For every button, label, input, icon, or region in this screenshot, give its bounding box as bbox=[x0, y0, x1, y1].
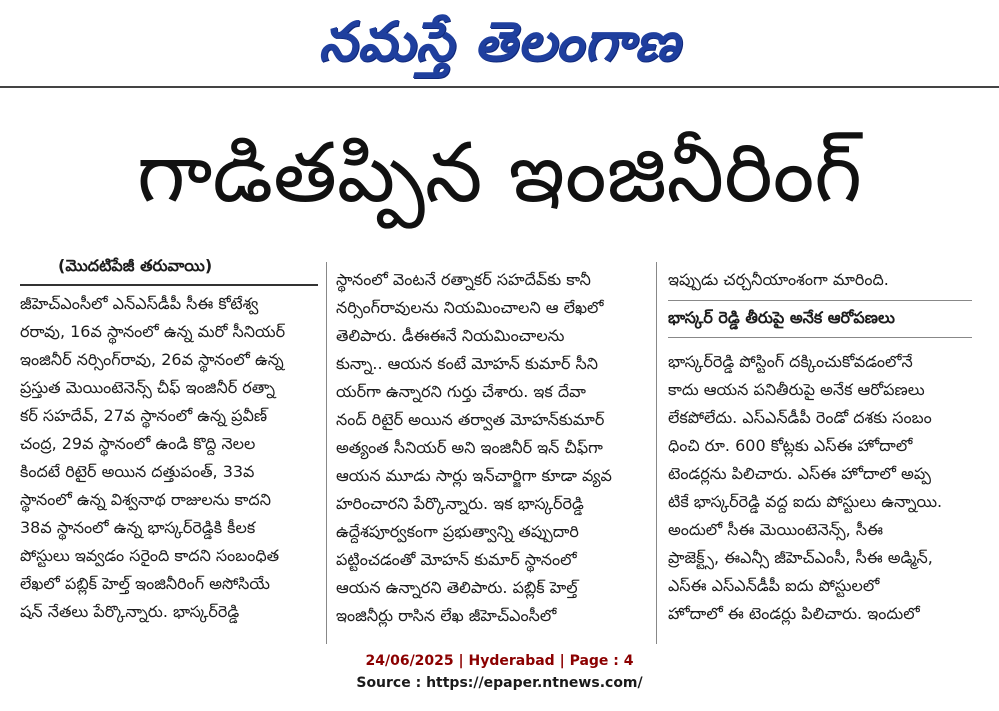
text-line: 38వ స్థానంలో ఉన్న భాస్కర్‌రెడ్డికి కీలక bbox=[20, 518, 256, 537]
text-line: స్థానంలో ఉన్న విశ్వనాథ రాజులను కాదని bbox=[20, 490, 271, 509]
text-line: భాస్కర్‌రెడ్డి పోస్టింగ్ దక్కించుకోవడంలోనే bbox=[668, 352, 913, 371]
article-subhead: భాస్కర్ రెడ్డి తీరుపై అనేక ఆరోపణలు bbox=[668, 300, 972, 338]
article-column-1 bbox=[20, 252, 318, 626]
text-line: హోదాలో ఈ టెండర్లు పిలిచారు. ఇందులో bbox=[668, 604, 920, 623]
footer-date-city-page: 24/06/2025 | Hyderabad | Page : 4 bbox=[365, 653, 634, 669]
masthead-divider bbox=[0, 86, 999, 88]
text-line: ప్రస్తుత మెయింటెనెన్స్ చీఫ్ ఇంజినీర్ రత్నా bbox=[20, 378, 276, 397]
text-line: ఆయన ఉన్నారని తెలిపారు. పబ్లిక్ హెల్త్ bbox=[336, 578, 578, 597]
text-line: చంద్ర, 29వ స్థానంలో ఉండి కొద్ది నెలల bbox=[20, 434, 256, 453]
text-line: టెండర్లను పిలిచారు. ఎస్ఈ హోదాలో అప్ప bbox=[668, 464, 932, 483]
masthead-logo: నమస్తే తెలంగాణ bbox=[318, 10, 681, 73]
article-column-3 bbox=[668, 266, 972, 628]
text-line: ఎస్ఈ ఎస్ఎన్‌డీపీ ఐదు పోస్టులలో bbox=[668, 576, 880, 595]
article-headline: గాడితప్పిన ఇంజినీరింగ్ bbox=[136, 126, 863, 221]
text-line: ఉద్దేశపూర్వకంగా ప్రభుత్వాన్ని తప్పుదారి bbox=[336, 522, 579, 541]
text-line: కర్ సహదేవ్, 27వ స్థానంలో ఉన్న ప్రవీణ్ bbox=[20, 406, 268, 425]
column-2-body bbox=[336, 266, 646, 630]
text-line: అందులో సీఈ మెయింటెనెన్స్, సీఈ bbox=[668, 520, 883, 539]
text-line: పోస్టులు ఇవ్వడం సరైంది కాదని సంబంధిత bbox=[20, 546, 280, 565]
text-line: లేకపోలేదు. ఎస్ఎన్‌డీపీ రెండో దశకు సంబం bbox=[668, 408, 932, 427]
column-3-top bbox=[668, 266, 972, 294]
continued-label: (మొదటిపేజీ తరువాయి) bbox=[58, 256, 213, 275]
text-line: ఆయన మూడు సార్లు ఇన్‌చార్జిగా కూడా వ్యవ bbox=[336, 466, 612, 485]
text-line: స్థానంలో వెంటనే రత్నాకర్ సహదేవ్‌కు కానీ bbox=[336, 270, 591, 289]
text-line: నంద్ రిటైర్ అయిన తర్వాత మోహన్‌కుమార్ bbox=[336, 410, 605, 429]
text-line: లేఖలో పబ్లిక్ హెల్త్ ఇంజినీరింగ్ అసోసియే bbox=[20, 574, 270, 593]
text-line: షన్ నేతలు పేర్కొన్నారు. భాస్కర్‌రెడ్డి bbox=[20, 602, 240, 621]
text-line: కిందటే రిటైర్ అయిన దత్తుపంత్, 33వ bbox=[20, 462, 255, 481]
text-line: ప్రాజెక్ట్స్, ఈఎన్సీ జీహెచ్ఎంసీ, సీఈ అడ్మిన్, bbox=[668, 548, 933, 567]
text-line: కున్నా.. ఆయన కంటే మోహన్ కుమార్ సీని bbox=[336, 354, 599, 373]
text-line: యర్‌గా ఉన్నారని గుర్తు చేశారు. ఇక దేవా bbox=[336, 382, 586, 401]
text-line: ఇంజినీర్ నర్సింగ్‌రావు, 26వ స్థానంలో ఉన్న bbox=[20, 350, 284, 369]
continued-label-underline bbox=[20, 284, 318, 286]
text-line: తెలిపారు. డీఈఈనే నియమించాలను bbox=[336, 326, 565, 345]
text-line: ఇప్పుడు చర్చనీయాంశంగా మారింది. bbox=[668, 270, 889, 289]
text-line: రరావు, 16వ స్థానంలో ఉన్న మరో సీనియర్ bbox=[20, 322, 286, 341]
footer-source-link[interactable]: Source : https://epaper.ntnews.com/ bbox=[356, 675, 643, 691]
page-footer bbox=[0, 650, 999, 694]
column-divider-2 bbox=[656, 262, 657, 644]
newspaper-masthead bbox=[0, 2, 999, 82]
text-line: టికే భాస్కర్‌రెడ్డి వద్ద ఐదు పోస్టులు ఉన్నాయి. bbox=[668, 492, 943, 511]
text-line: పట్టించడంతో మోహన్ కుమార్ స్థానంలో bbox=[336, 550, 577, 569]
text-line: ధించి రూ. 600 కోట్లకు ఎస్ఈ హోదాలో bbox=[668, 436, 913, 455]
text-line: నర్సింగ్‌రావులను నియమించాలని ఆ లేఖలో bbox=[336, 298, 604, 317]
text-line: హరించారని పేర్కొన్నారు. ఇక భాస్కర్‌రెడ్డి bbox=[336, 494, 584, 513]
column-1-body bbox=[20, 290, 318, 626]
column-3-bottom bbox=[668, 348, 972, 628]
text-line: అత్యంత సీనియర్ అని ఇంజినీర్ ఇన్ చీఫ్‌గా bbox=[336, 438, 603, 457]
article-column-2 bbox=[336, 266, 646, 630]
column-divider-1 bbox=[326, 262, 327, 644]
text-line: జీహెచ్ఎంసీలో ఎన్ఎస్‌డీపీ సీఈ కోటేశ్వ bbox=[20, 294, 259, 313]
text-line: కాదు ఆయన పనితీరుపై అనేక ఆరోపణలు bbox=[668, 380, 925, 399]
text-line: ఇంజినీర్లు రాసిన లేఖ జీహెచ్ఎంసీలో bbox=[336, 606, 557, 625]
